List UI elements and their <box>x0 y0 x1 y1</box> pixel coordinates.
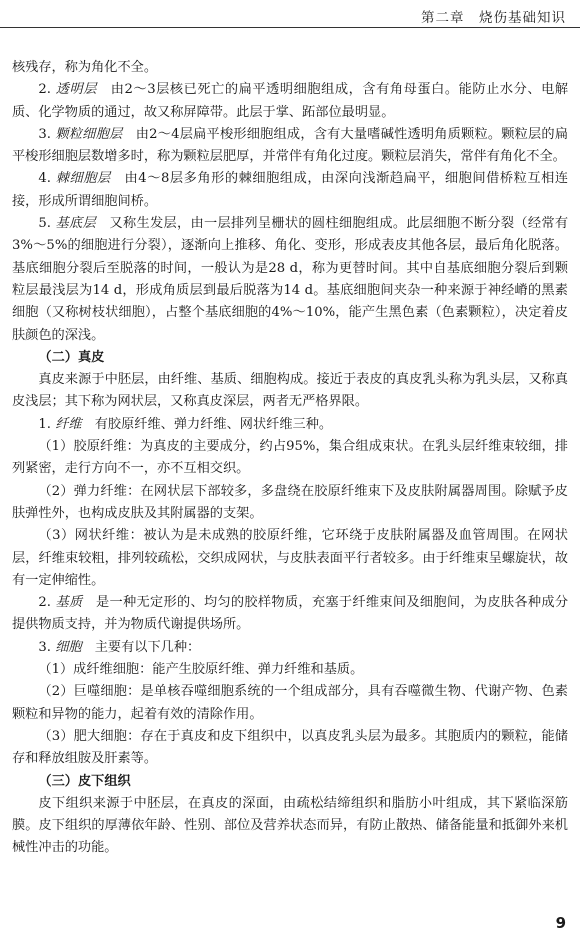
header-rule <box>0 27 580 28</box>
body-text <box>12 57 568 860</box>
paragraph-matrix <box>12 592 568 637</box>
paragraph: （3）肥大细胞：存在于真皮和皮下组织中，以真皮乳头层为最多。其胞质内的颗粒，能储存和释放组胺及肝素等。 <box>12 728 568 767</box>
item-number: 2. <box>38 595 51 611</box>
paragraph: （1）胶原纤维：为真皮的主要成分，约占95%，集合组成束状。在乳头层纤维束较细，排列紧密，走行方向不一，亦不互相交织。 <box>12 439 568 477</box>
paragraph-granular-layer <box>12 124 568 169</box>
term: 基质 <box>55 595 83 611</box>
item-number: 5. <box>38 216 51 232</box>
paragraph-fibers <box>12 414 568 436</box>
page-header <box>0 0 580 30</box>
item-text: 由2～4层扁平梭形细胞组成，含有大量嗜碱性透明角质颗粒。颗粒层的扁平梭形细胞层数增多时，称为颗粒层肥厚，并常伴有角化过度。颗粒层消失，常伴有角化不全。 <box>12 126 569 165</box>
paragraph: 核残存，称为角化不全。 <box>12 60 158 75</box>
section-heading-subcutis: （三）皮下组织 <box>38 773 131 789</box>
item-number: 3. <box>38 126 51 142</box>
paragraph-spinous-layer <box>12 168 568 213</box>
paragraph: （1）成纤维细胞：能产生胶原纤维、弹力纤维和基质。 <box>38 662 364 678</box>
term: 颗粒细胞层 <box>55 126 123 142</box>
paragraph: （2）巨噬细胞：是单核吞噬细胞系统的一个组成部分，具有吞噬微生物、代谢产物、色素颗粒和异物的能力，起着有效的清除作用。 <box>12 684 568 722</box>
item-text: 有胶原纤维、弹力纤维、网状纤维三种。 <box>94 416 333 432</box>
paragraph: 真皮来源于中胚层，由纤维、基质、细胞构成。接近于表皮的真皮乳头称为乳头层，又称真皮浅层；其下称为网状层，又称真皮深层，两者无严格界限。 <box>12 372 568 410</box>
term: 棘细胞层 <box>55 171 111 187</box>
paragraph: （2）弹力纤维：在网状层下部较多，多盘绕在胶原纤维束下及皮肤附属器周围。除赋予皮肤弹性外，也构成皮肤及其附属器的支架。 <box>12 483 568 521</box>
item-number: 1. <box>38 416 51 432</box>
term: 纤维 <box>55 416 82 432</box>
item-text: 是一种无定形的、均匀的胶样物质，充塞于纤维束间及细胞间，为皮肤各种成分提供物质支持，并为物质代谢提供场所。 <box>12 595 569 633</box>
item-number: 4. <box>38 171 51 187</box>
paragraph: 皮下组织来源于中胚层，在真皮的深面，由疏松结缔组织和脂肪小叶组成，其下紧临深筋膜。皮下组织的厚薄依年龄、性别、部位及营养状态而异，有防止散热、储备能量和抵御外来机械性冲击的功能。 <box>12 795 568 856</box>
chapter-title: 第二章 烧伤基础知识 <box>421 10 566 26</box>
item-text: 由4～8层多角形的棘细胞组成，由深向浅渐趋扁平，细胞间借桥粒互相连接，形成所谓细胞间桥。 <box>12 171 569 209</box>
item-number: 2. <box>38 82 51 98</box>
paragraph: （3）网状纤维：被认为是未成熟的胶原纤维，它环绕于皮肤附属器及血管周围。在网状层，纤维束较粗，排列较疏松，交织成网状，与皮肤表面平行者较多。由于纤维束呈螺旋状，故有一定伸缩性。 <box>12 528 568 588</box>
paragraph-transparent-layer <box>12 79 568 124</box>
paragraph-cells <box>12 637 568 659</box>
term: 透明层 <box>55 82 97 98</box>
item-number: 3. <box>38 639 51 655</box>
term: 基底层 <box>55 216 96 232</box>
page-number: 9 <box>555 914 566 932</box>
item-text: 主要有以下几种： <box>94 639 201 655</box>
item-text: 由2～3层核已死亡的扁平透明细胞组成，含有角母蛋白。能防止水分、电解质、化学物质的通过，故又称屏障带。此层于掌、跖部位最明显。 <box>12 82 569 120</box>
term: 细胞 <box>55 639 82 655</box>
item-text: 又称生发层，由一层排列呈栅状的圆柱细胞组成。此层细胞不断分裂（经常有3%～5%的细胞进行分裂），逐渐向上推移、角化、变形，形成表皮其他各层，最后角化脱落。基底细胞分裂后至脱落的时间，一般认为是28 d，称为更替时间。其中自基底细胞分裂后到颗粒层最浅层为14 d，形成角质层到最后脱落为14 d。基底细胞间夹杂一种来源于神经嵴的黑素细胞（又称树枝状细胞），占整个基底细胞的4%～10%，能产生黑色素（色素颗粒），决定着皮肤颜色的深浅。 <box>12 216 569 343</box>
paragraph-basal-layer <box>12 213 568 347</box>
section-heading-dermis: （二）真皮 <box>38 349 105 365</box>
